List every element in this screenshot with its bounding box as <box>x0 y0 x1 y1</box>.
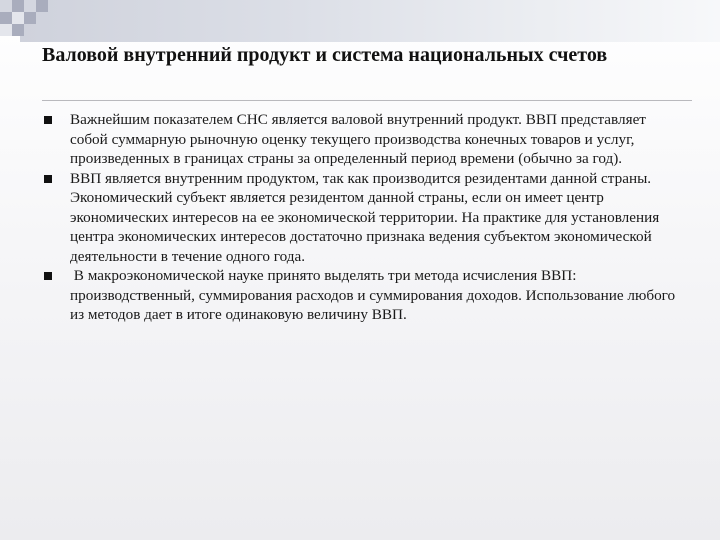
slide-title: Валовой внутренний продукт и система национальных счетов <box>42 44 608 66</box>
bullet-item <box>40 266 680 325</box>
checker-square <box>0 12 12 24</box>
checker-decor <box>0 0 60 42</box>
checker-square <box>24 12 36 24</box>
checker-square <box>0 24 12 36</box>
checker-square <box>12 0 24 12</box>
checker-square <box>24 0 36 12</box>
bullet-text: В макроэкономической науке принято выделять три метода исчисления ВВП: производственный, суммирования расходов и суммирования доходов. Использование любого из методов дает в итоге одинаковую величину ВВП. <box>70 267 679 323</box>
bullet-item <box>40 169 680 267</box>
checker-square <box>36 0 48 12</box>
square-bullet-icon <box>44 272 52 280</box>
bullet-text: ВВП является внутренним продуктом, так как производится резидентами данной страны. Экономический субъект является резидентом данной страны, если он имеет центр экономических интересов на ее экономической территории. На практике для установления центра экономических интересов достаточно признака ведения субъектом экономической деятельности в течение одного года. <box>70 169 664 265</box>
bullet-item <box>40 110 680 169</box>
title-divider <box>42 100 692 101</box>
checker-square <box>0 0 12 12</box>
bullet-list <box>40 110 680 325</box>
checker-square <box>12 12 24 24</box>
square-bullet-icon <box>44 116 52 124</box>
bullet-text: Важнейшим показателем СНС является валовой внутренний продукт. ВВП представляет собой суммарную рыночную оценку текущего производства конечных товаров и услуг, произведенных в границах страны за определенный период времени (обычно за год). <box>70 111 650 167</box>
checker-square <box>12 24 24 36</box>
header-decor-strip <box>20 0 720 42</box>
square-bullet-icon <box>44 175 52 183</box>
